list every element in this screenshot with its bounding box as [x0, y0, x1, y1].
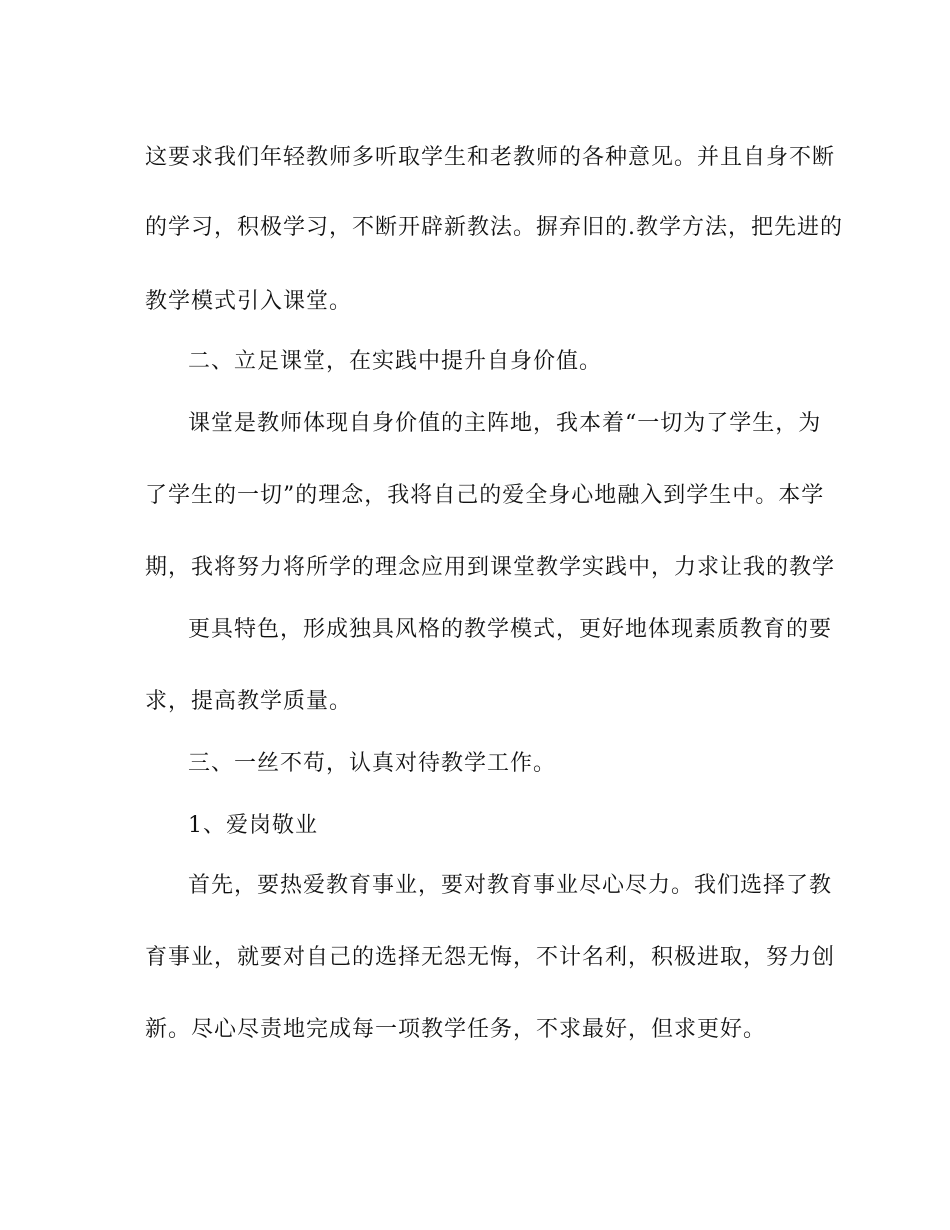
paragraph-line: 新。尽心尽责地完成每一项教学任务，不求最好，但求更好。 [145, 1017, 767, 1042]
paragraph-line: 课堂是教师体现自身价值的主阵地，我本着“一切为了学生，为 [188, 411, 822, 436]
paragraph-line: 了学生的一切”的理念，我将自己的爱全身心地融入到学生中。本学 [145, 483, 825, 508]
subsection-heading: 1、爱岗敬业 [188, 813, 318, 838]
section-heading: 三、一丝不苟，认真对待教学工作。 [188, 751, 557, 776]
paragraph-line: 教学模式引入课堂。 [145, 289, 353, 314]
paragraph-line: 求，提高教学质量。 [145, 689, 353, 714]
paragraph-line: 更具特色，形成独具风格的教学模式，更好地体现素质教育的要 [188, 617, 833, 642]
paragraph-line: 首先，要热爱教育事业，要对教育事业尽心尽力。我们选择了教 [188, 873, 833, 898]
paragraph-line: 育事业，就要对自己的选择无怨无悔，不计名利，积极进取，努力创 [145, 945, 836, 970]
paragraph-line: 期，我将努力将所学的理念应用到课堂教学实践中，力求让我的教学 [145, 555, 836, 580]
paragraph-line: 这要求我们年轻教师多听取学生和老教师的各种意见。并且自身不断 [145, 145, 836, 170]
section-heading: 二、立足课堂，在实践中提升自身价值。 [188, 349, 603, 374]
paragraph-line: 的学习，积极学习，不断开辟新教法。摒弃旧的.教学方法，把先进的 [145, 215, 843, 240]
